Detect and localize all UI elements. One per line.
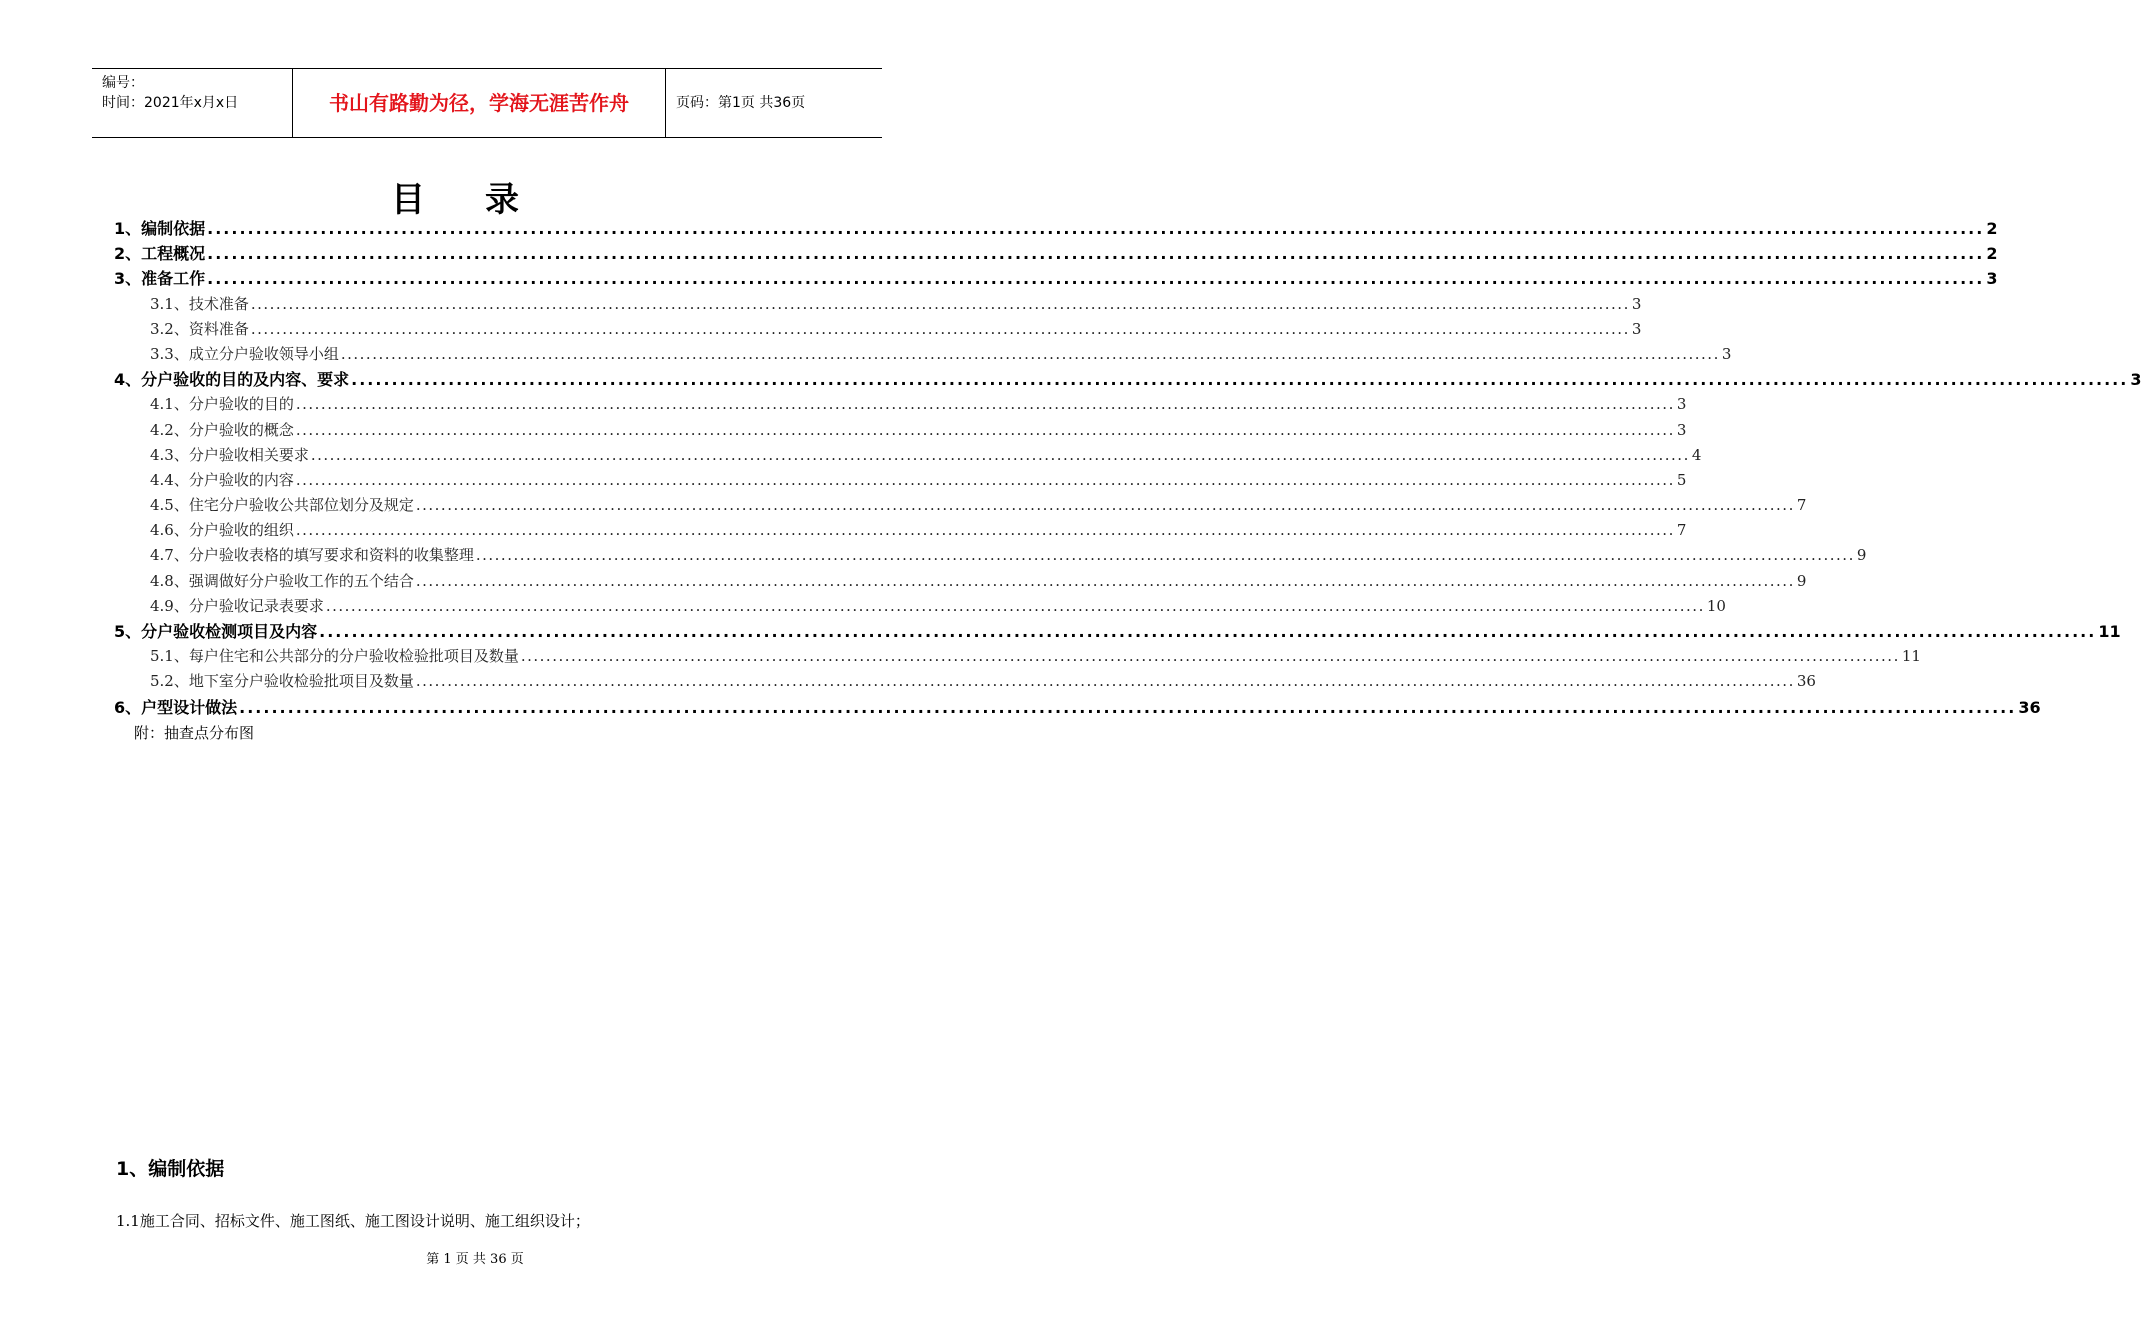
toc-entry-page: 7 bbox=[1796, 496, 1807, 515]
toc-entry-label: 3.2、资料准备 bbox=[150, 319, 249, 338]
toc-leader-dots: ............................................................................................................................................................................................................................ bbox=[207, 244, 1985, 264]
toc-entry-page: 3 bbox=[1676, 395, 1687, 414]
toc-entry-label: 4.9、分户验收记录表要求 bbox=[150, 596, 324, 615]
toc-entry-page: 7 bbox=[1676, 521, 1687, 540]
document-number-label: 编号： bbox=[102, 75, 144, 91]
toc-entry-label: 4.8、强调做好分户验收工作的五个结合 bbox=[150, 571, 414, 590]
toc-entry-page: 9 bbox=[1856, 546, 1867, 565]
toc-leader-dots: ............................................................................................................................................................................................................................ bbox=[239, 697, 2017, 717]
toc-entry-label: 4.1、分户验收的目的 bbox=[150, 395, 294, 414]
toc-entry-page: 36 bbox=[2018, 697, 2041, 717]
toc-entry[interactable] bbox=[114, 493, 1807, 518]
toc-entry-page: 11 bbox=[1901, 647, 1921, 666]
toc-entry-label: 3.3、成立分户验收领导小组 bbox=[150, 344, 339, 363]
toc-entry-label: 3.1、技术准备 bbox=[150, 294, 249, 313]
toc-entry-label: 5.2、地下室分户验收检验批项目及数量 bbox=[150, 672, 414, 691]
toc-entry[interactable] bbox=[114, 266, 1998, 291]
toc-entry[interactable] bbox=[114, 216, 1998, 241]
section-paragraph: 1.1施工合同、招标文件、施工图纸、施工图设计说明、施工组织设计； bbox=[116, 1212, 590, 1230]
header-page-info: 页码：第1页 共36页 bbox=[676, 95, 806, 111]
toc-leader-dots: ............................................................................................................................................................................................................................ bbox=[340, 344, 1720, 363]
toc-entry[interactable] bbox=[114, 342, 1732, 367]
toc-leader-dots: ............................................................................................................................................................................................................................ bbox=[520, 647, 1900, 666]
header-motto: 书山有路勤为径，学海无涯苦作舟 bbox=[293, 69, 666, 137]
toc-entry-page: 11 bbox=[2098, 622, 2121, 641]
toc-entry-label: 5、分户验收检测项目及内容 bbox=[114, 622, 318, 641]
toc-entry-label: 4.4、分户验收的内容 bbox=[150, 470, 294, 489]
toc-entry-label: 4.2、分户验收的概念 bbox=[150, 420, 294, 439]
toc-leader-dots: ............................................................................................................................................................................................................................ bbox=[325, 596, 1705, 615]
toc-entry-page: 2 bbox=[1986, 219, 1998, 238]
toc-leader-dots: ............................................................................................................................................................................................................................ bbox=[310, 445, 1690, 464]
toc-leader-dots: ............................................................................................................................................................................................................................ bbox=[250, 294, 1630, 313]
toc-entry[interactable] bbox=[114, 619, 2121, 644]
toc-entry[interactable] bbox=[114, 443, 1702, 468]
toc-entry-page: 4 bbox=[1691, 445, 1702, 464]
toc-entry[interactable] bbox=[114, 543, 1867, 568]
toc-leader-dots: ............................................................................................................................................................................................................................ bbox=[295, 521, 1675, 540]
toc-leader-dots: ............................................................................................................................................................................................................................ bbox=[207, 269, 1985, 289]
page-footer: 第 1 页 共 36 页 bbox=[426, 1252, 524, 1267]
toc-entry-page: 3 bbox=[2130, 370, 2141, 390]
toc-entry[interactable] bbox=[114, 468, 1687, 493]
toc-title: 目录 bbox=[391, 180, 579, 220]
toc-entry[interactable] bbox=[114, 594, 1726, 619]
toc-entry-label: 5.1、每户住宅和公共部分的分户验收检验批项目及数量 bbox=[150, 647, 519, 666]
toc-entry-label: 3、准备工作 bbox=[114, 269, 206, 289]
section-heading: 1、编制依据 bbox=[116, 1158, 225, 1180]
toc-entry-label: 4.3、分户验收相关要求 bbox=[150, 445, 309, 464]
toc-entry-page: 3 bbox=[1631, 294, 1642, 313]
toc-entry[interactable] bbox=[114, 317, 1642, 342]
toc-entry-page: 3 bbox=[1631, 319, 1642, 338]
appendix-note: 附：抽查点分布图 bbox=[134, 724, 255, 742]
toc-entry[interactable] bbox=[114, 569, 1807, 594]
toc-entry[interactable] bbox=[114, 644, 1921, 669]
toc-entry[interactable] bbox=[114, 241, 1998, 266]
toc-leader-dots: ............................................................................................................................................................................................................................ bbox=[475, 546, 1855, 565]
toc-entry[interactable] bbox=[114, 392, 1687, 417]
toc-entry-label: 4.6、分户验收的组织 bbox=[150, 521, 294, 540]
toc-entry[interactable] bbox=[114, 695, 2041, 720]
toc-leader-dots: ............................................................................................................................................................................................................................ bbox=[415, 571, 1795, 590]
toc-leader-dots: ............................................................................................................................................................................................................................ bbox=[295, 420, 1675, 439]
toc-entry-page: 10 bbox=[1706, 596, 1726, 615]
toc-entry-label: 1、编制依据 bbox=[114, 219, 206, 238]
toc-entry-page: 36 bbox=[1796, 672, 1816, 691]
toc-entry-page: 5 bbox=[1676, 470, 1687, 489]
toc-entry[interactable] bbox=[114, 669, 1816, 694]
toc-leader-dots: ............................................................................................................................................................................................................................ bbox=[250, 319, 1630, 338]
toc-entry-page: 3 bbox=[1986, 269, 1998, 289]
toc-entry-label: 4、分户验收的目的及内容、要求 bbox=[114, 370, 350, 390]
toc-leader-dots: ............................................................................................................................................................................................................................ bbox=[207, 219, 1985, 238]
toc-leader-dots: ............................................................................................................................................................................................................................ bbox=[295, 470, 1675, 489]
toc-leader-dots: ............................................................................................................................................................................................................................ bbox=[319, 622, 2097, 641]
toc-entry-label: 2、工程概况 bbox=[114, 244, 206, 264]
toc-entry-label: 6、户型设计做法 bbox=[114, 697, 238, 717]
toc-entry-page: 9 bbox=[1796, 571, 1807, 590]
toc-leader-dots: ............................................................................................................................................................................................................................ bbox=[351, 370, 2129, 390]
toc-entry[interactable] bbox=[114, 292, 1642, 317]
toc-entry-page: 3 bbox=[1676, 420, 1687, 439]
page-header bbox=[92, 68, 882, 138]
toc-entry[interactable] bbox=[114, 518, 1687, 543]
toc-leader-dots: ............................................................................................................................................................................................................................ bbox=[295, 395, 1675, 414]
toc-entry[interactable] bbox=[114, 367, 2141, 392]
toc-leader-dots: ............................................................................................................................................................................................................................ bbox=[415, 496, 1795, 515]
toc-entry-page: 2 bbox=[1986, 244, 1998, 264]
toc-leader-dots: ............................................................................................................................................................................................................................ bbox=[415, 672, 1795, 691]
header-meta bbox=[92, 69, 293, 137]
document-time-label: 时间：2021年x月x日 bbox=[102, 95, 239, 111]
toc-entry[interactable] bbox=[114, 418, 1687, 443]
toc-entry-page: 3 bbox=[1721, 344, 1732, 363]
table-of-contents bbox=[114, 216, 2141, 720]
toc-entry-label: 4.5、住宅分户验收公共部位划分及规定 bbox=[150, 496, 414, 515]
toc-entry-label: 4.7、分户验收表格的填写要求和资料的收集整理 bbox=[150, 546, 474, 565]
